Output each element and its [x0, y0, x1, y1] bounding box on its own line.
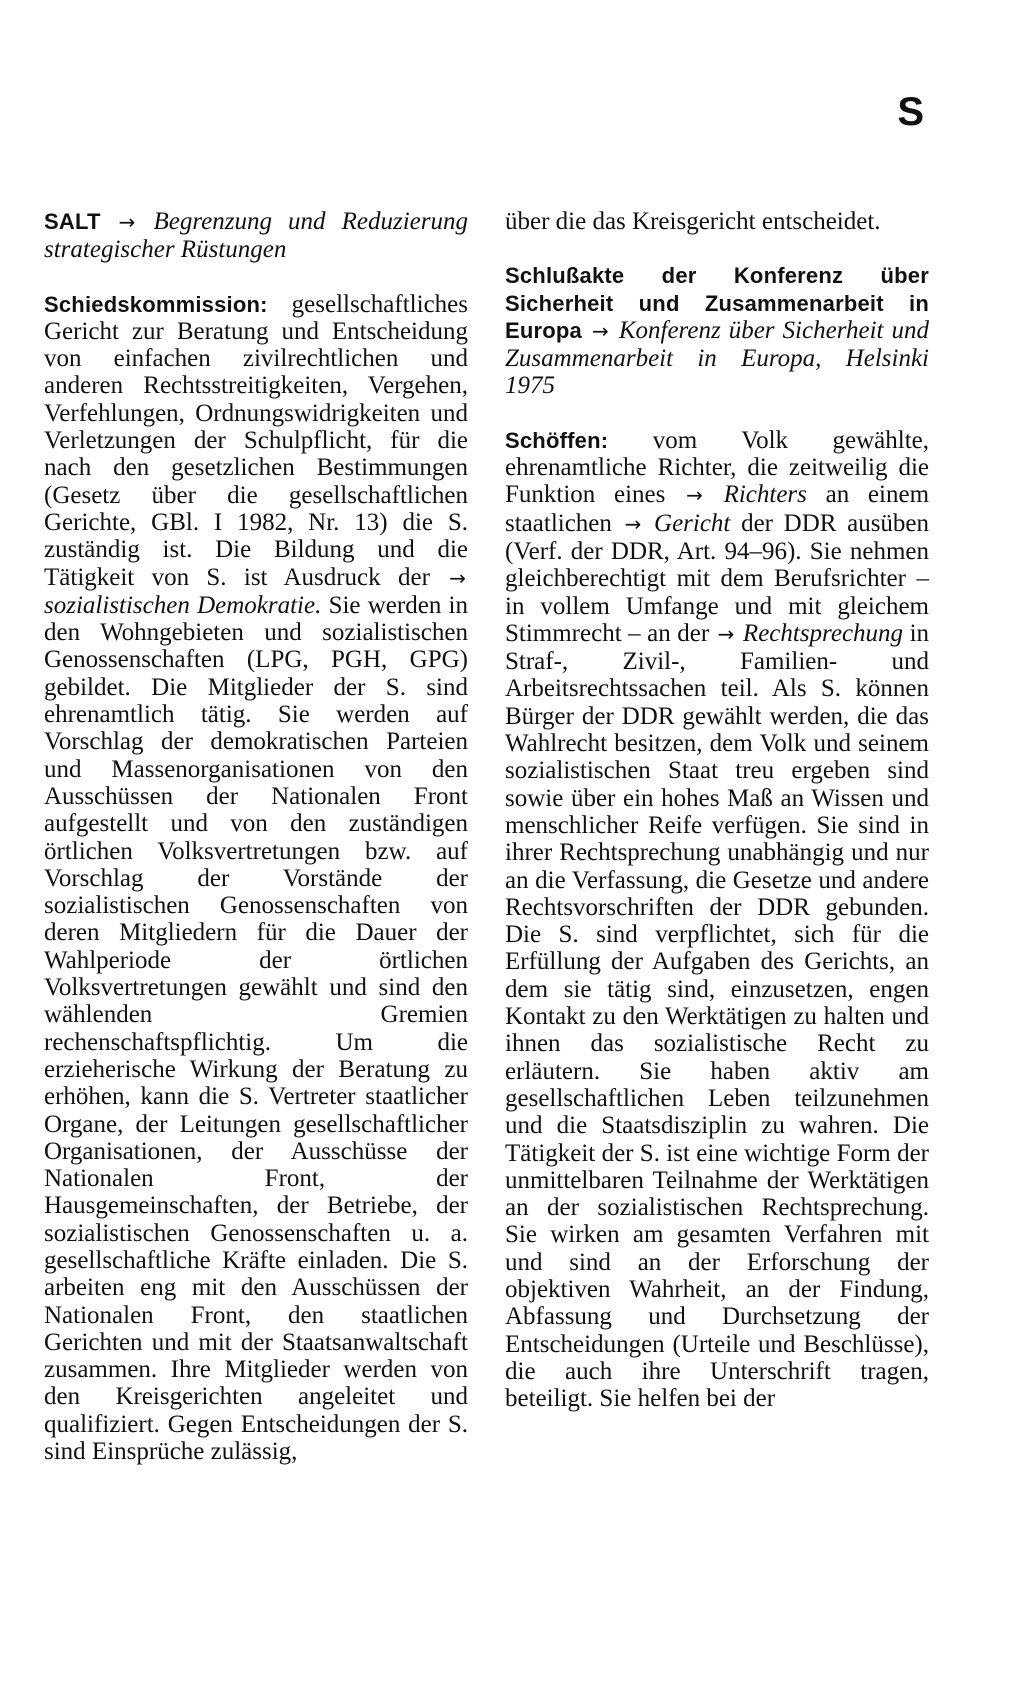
entry-schoeffen	[505, 427, 929, 1413]
entry-salt	[44, 208, 468, 264]
cross-reference-arrow-icon: →	[717, 621, 735, 646]
entry-text: in Straf-, Zivil-, Familien- und Arbeitsrechtssachen teil. Als S. können Bürger der DDR gewählt werden, die das Wahlrecht besitzen, dem Volk und seinem sozialistischen Staat treu ergeben sind sowie über ein hohes Maß an Wissen und menschlicher Reife verfügen. Sie sind in ihrer Rechtsprechung unabhängig und nur an die Verfassung, die Gesetze und andere Rechtsvorschriften der DDR gebunden. Die S. sind verpflichtet, sich für die Erfüllung der Aufgaben des Gerichts, an dem sie tätig sind, einzusetzen, engen Kontakt zu den Werktätigen zu halten und ihnen das sozialistische Recht zu erläutern. Sie haben aktiv am gesellschaftlichen Leben teilzunehmen und die Staatsdisziplin zu wahren. Die Tätigkeit der S. ist eine wichtige Form der unmittelbaren Teilnahme der Werktätigen an der sozialistischen Rechtsprechung. Sie wirken am gesamten Verfahren mit und sind an der Erforschung der objektiven Wahrheit, an der Findung, Abfassung und Durchsetzung der Entscheidungen (Urteile und Beschlüsse), die auch ihre Unterschrift tragen, beteiligt. Sie helfen bei der	[505, 619, 930, 1413]
cross-reference-arrow-icon: →	[449, 565, 466, 590]
right-column	[505, 208, 929, 1439]
headword-schiedskommission: Schiedskommission:	[44, 291, 268, 317]
cross-reference-link[interactable]: Konferenz über Sicherheit und Zusammenarbeit in Europa, Helsinki 1975	[505, 316, 929, 400]
entry-continuation	[505, 208, 929, 235]
cross-reference-link[interactable]: Begrenzung und Reduzierung strategischer Rüstungen	[44, 208, 468, 264]
headword-schoeffen: Schöffen:	[505, 427, 609, 453]
cross-reference-link[interactable]: sozialistischen Demokratie.	[44, 591, 322, 619]
headword-schlussakte: Schlußakte der Konferenz über Sicherheit und Zusammenarbeit in Europa	[505, 263, 929, 343]
cross-reference-arrow-icon: →	[686, 483, 703, 508]
entry-text: gesellschaftliches Gericht zur Beratung und Entscheidung von einfachen zivilrechtlichen und anderen Rechtsstreitigkeiten, Vergehen, Verfehlungen, Ordnungswidrigkeiten und Verletzungen der Schulpflicht, für die nach den gesetzlichen Bestimmungen (Gesetz über die gesellschaftlichen Gerichte, GBl. I 1982, Nr. 13) die S. zuständig ist. Die Bildung und die Tätigkeit von S. ist Ausdruck der	[44, 290, 468, 591]
entry-text: vom Volk gewählte, ehrenamtliche Richter, die zeitweilig die Funktion eines	[505, 426, 929, 509]
cross-reference-arrow-icon: →	[118, 210, 136, 234]
entry-schlussakte	[505, 262, 929, 399]
page-section-letter: S	[897, 90, 924, 134]
left-column	[44, 208, 468, 1492]
headword-salt: SALT	[44, 209, 101, 234]
cross-reference-arrow-icon: →	[624, 511, 642, 536]
cross-reference-link[interactable]: Rechtsprechung	[742, 619, 904, 647]
cross-reference-arrow-icon: →	[592, 318, 609, 343]
entry-schiedskommission	[44, 291, 468, 1466]
entry-text: Sie werden in den Wohngebieten und sozialistischen Genossenschaften (LPG, PGH, GPG) gebildet. Die Mitglieder der S. sind ehrenamtlich tätig. Sie werden auf Vorschlag der demokratischen Parteien und Massenorganisationen von den Ausschüssen der Nationalen Front aufgestellt und von den zuständigen örtlichen Volksvertretungen bzw. auf Vorschlag der Vorstände der sozialistischen Genossenschaften von deren Mitgliedern für die Dauer der Wahlperiode der örtlichen Volksvertretungen gewählt und sind den wählenden Gremien rechenschaftspflichtig. Um die erzieherische Wirkung der Beratung zu erhöhen, kann die S. Vertreter staatlicher Organe, der Leitungen gesellschaftlicher Organisationen, der Ausschüsse der Nationalen Front, der Hausgemeinschaften, der Betriebe, der sozialistischen Genossenschaften u. a. gesellschaftliche Kräfte einladen. Die S. arbeiten eng mit den Ausschüssen der Nationalen Front, den staatlichen Gerichten und mit der Staatsanwaltschaft zusammen. Ihre Mitglieder werden von den Kreisgerichten angeleitet und qualifiziert. Gegen Entscheidungen der S. sind Einsprüche zulässig,	[44, 591, 469, 1466]
entry-text: an einem staatlichen	[505, 481, 930, 537]
entry-text: der DDR ausüben (Verf. der DDR, Art. 94–96). Sie nehmen gleichberechtigt mit dem Berufsrichter – in vollem Umfange und mit gleichem Stimmrecht – an der	[505, 509, 930, 647]
cross-reference-link[interactable]: Richters	[723, 481, 807, 509]
continuation-text: über die das Kreisgericht entscheidet.	[505, 208, 881, 235]
cross-reference-link[interactable]: Gericht	[654, 509, 731, 537]
